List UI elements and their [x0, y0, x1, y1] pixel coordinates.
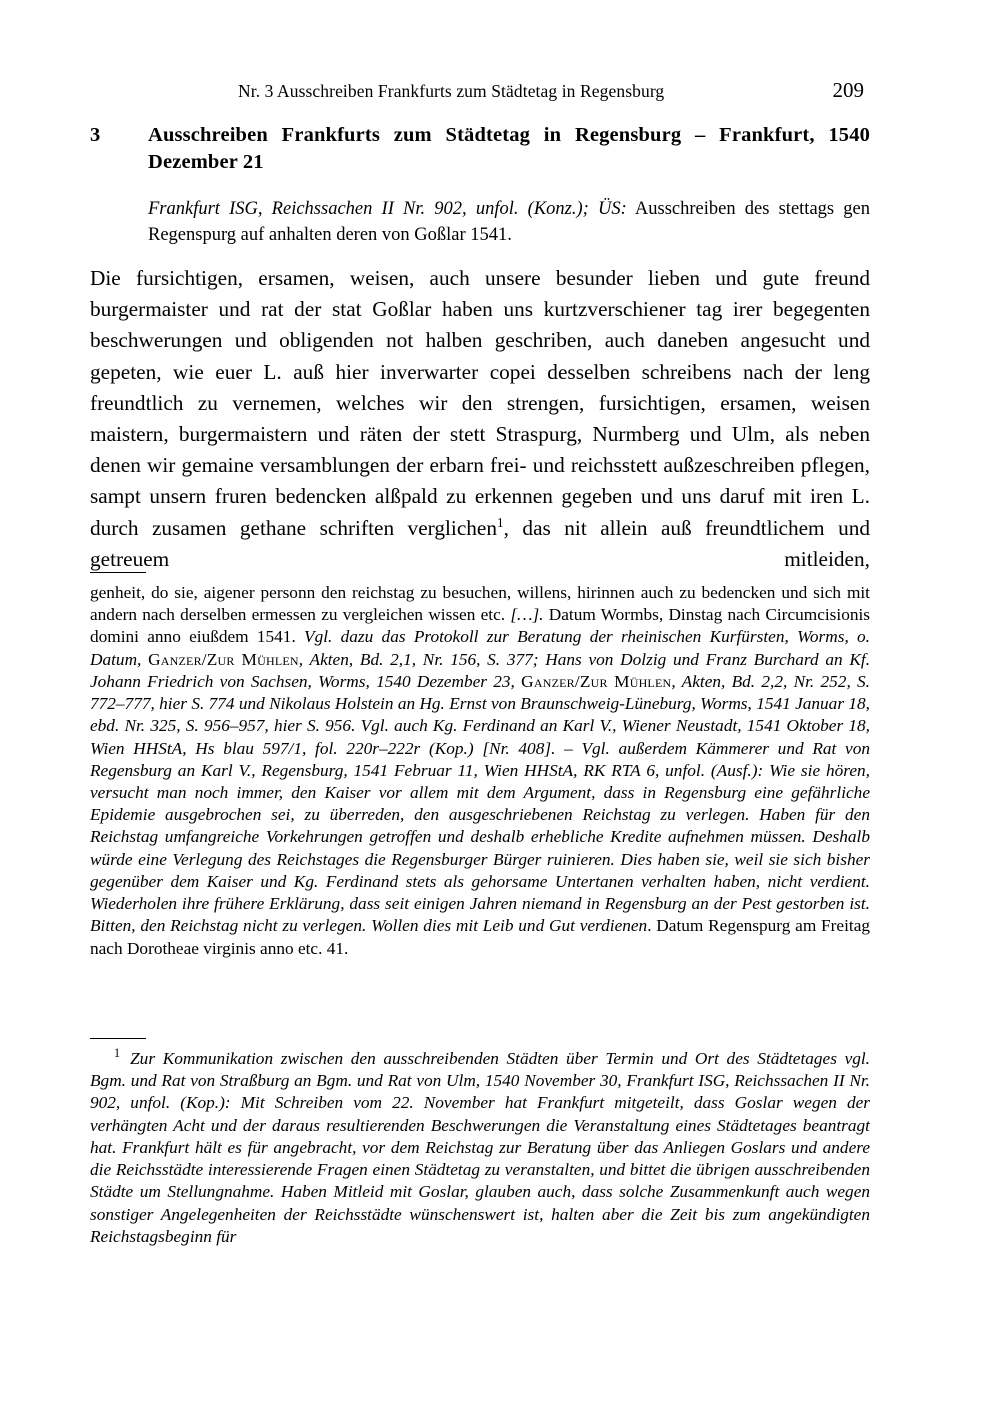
footnote-1-text: Zur Kommunikation zwischen den ausschreibenden Städten über Termin und Ort des Städtetages vgl. Bgm. und Rat von Straßburg an Bgm. und Rat von Ulm, 1540 November 30, Frankfurt ISG, Reichssachen II Nr. 902, unfol. (Kop.): Mit Schreiben vom 22. November hat Frankfurt mitgeteilt, dass Goslar wegen der verhängten Acht und der daraus resultierenden Beschwerungen die Veranstaltung eines Städtetages beantragt hat. Frankfurt hält es für angebracht, vor dem Reichstag zur Beratung über das Anliegen Goslars und andere die Reichsstädte interessierende Fragen einen Städtetag zu veranstalten, und bittet die übrigen ausschreibenden Städte um Stellungnahme. Haben Mitleid mit Goslar, glauben auch, dass solche Zusammenkunft auch wegen sonstiger Angelegenheiten der Reichsstädte wünschenswert ist, halten aber die Zeit bis zum angekündigten Reichstagsbeginn für — [90, 1049, 870, 1246]
footnote-separator-rule-top — [90, 572, 146, 573]
footnote-segment-6: Ganzer/Zur Mühlen — [521, 671, 672, 691]
heading-title: Ausschreiben Frankfurts zum Städtetag in Regensburg – Frankfurt, 1540 Dezember 21 — [148, 124, 870, 174]
footnote-segment-8: . Datum Regenspurg am Freitag nach Dorotheae virginis anno etc. 41. — [90, 916, 871, 958]
footnote-segment-2: Datum Wormbs, Dinstag nach Circumcisionis domini anno eiußdem 1541. — [90, 605, 871, 647]
footnote-reference-1[interactable]: 1 — [497, 514, 504, 530]
body-paragraph-tail: , das nit allein auß freundtlichem und getreuem mitleiden, — [90, 515, 871, 571]
footnote-continued — [90, 582, 870, 960]
footnote-segment-3: Vgl. dazu das Protokoll zur Beratung der rheinischen Kurfürsten, Worms, o. Datum, — [90, 627, 870, 669]
source-note — [148, 196, 870, 249]
footnote-1 — [90, 1048, 870, 1248]
footnote-segment-5: , Akten, Bd. 2,1, Nr. 156, S. 377; Hans von Dolzig und Franz Burchard an Kf. Johann Friedrich von Sachsen, Worms, 1540 Dezember 23, — [90, 649, 871, 691]
body-paragraph — [90, 263, 870, 575]
source-note-summary: Ausschreiben des stettags gen Regenspurg auf anhalten deren von Goßlar 1541. — [148, 199, 870, 246]
document-heading — [90, 122, 870, 177]
footnote-segment-1: […]. — [510, 605, 544, 625]
footnote-segment-0: genheit, do sie, aigener personn den reichstag zu besuchen, willens, hirinnen auch zu bedencken und sich mit andern nach derselben ermessen zu vergleichen wissen etc. — [90, 583, 870, 625]
footnote-continued-body — [90, 583, 870, 958]
footnote-1-marker: 1 — [114, 1046, 121, 1061]
footnote-segment-4: Ganzer/Zur Mühlen — [148, 649, 299, 669]
source-note-reference: Frankfurt ISG, Reichssachen II Nr. 902, unfol. (Konz.); ÜS: — [148, 199, 627, 219]
body-paragraph-text: Die fursichtigen, ersamen, weisen, auch unsere besunder lieben und gute freund burgermaister und rat der stat Goßlar haben uns kurtzverschiener tag irer begegenten beschwerungen und obligenden not halben geschriben, auch daneben angesucht und gepeten, wie euer L. auß hier inverwarter copei desselben schreibens nach der leng freundtlich zu vernemen, welches wir den strengen, fursichtigen, ersamen, weisen maistern, burgermaistern und räten der stett Straspurg, Nurmberg und Ulm, als neben denen wir gemaine versamblungen der erbarn frei- und reichsstett außzeschreiben pflegen, sampt unsern fruren bedencken alßpald zu erkennen gegeben und uns daruf mit iren L. durch zusamen gethane schriften verglichen — [90, 266, 870, 540]
footnote-segment-7: , Akten, Bd. 2,2, Nr. 252, S. 772–777, hier S. 774 und Nikolaus Holstein an Hg. Ernst von Braunschweig-Lüneburg, Worms, 1541 Januar 18, ebd. Nr. 325, S. 956–957, hier S. 956. Vgl. auch Kg. Ferdinand an Karl V., Wiener Neustadt, 1541 Oktober 18, Wien HHStA, Hs blau 597/1, fol. 220r–222r (Kop.) [Nr. 408]. – Vgl. außerdem Kämmerer und Rat von Regensburg an Karl V., Regensburg, 1541 Februar 11, Wien HHStA, RK RTA 6, unfol. (Ausf.): Wie sie hören, versucht man noch immer, den Kaiser vor allem mit dem Argument, dass in Regensburg eine gefährliche Epidemie ausgebrochen sei, zu überreden, den ausgeschriebenen Reichstag zu verlegen. Haben für den Reichstag umfangreiche Vorkehrungen getroffen und deshalb erhebliche Kredite aufnehmen müssen. Deshalb würde eine Verlegung des Reichstages die Regensburger Bürger ruinieren. Dies haben sie, weil sie sich bisher gegenüber dem Kaiser und Kg. Ferdinand stets als gehorsame Untertanen verhalten haben, nicht verdient. Wiederholen ihre frühere Erklärung, dass seit einigen Jahren niemand in Regensburg an der Pest gestorben ist. Bitten, den Reichstag nicht zu verlegen. Wollen dies mit Leib und Gut verdienen — [90, 671, 871, 936]
heading-number: 3 — [90, 124, 101, 146]
running-head-title: Nr. 3 Ausschreiben Frankfurts zum Städtetag in Regensburg — [238, 81, 665, 101]
footnote-separator-rule-bottom — [90, 1038, 146, 1039]
page-number: 209 — [832, 78, 864, 102]
running-head — [90, 78, 870, 103]
